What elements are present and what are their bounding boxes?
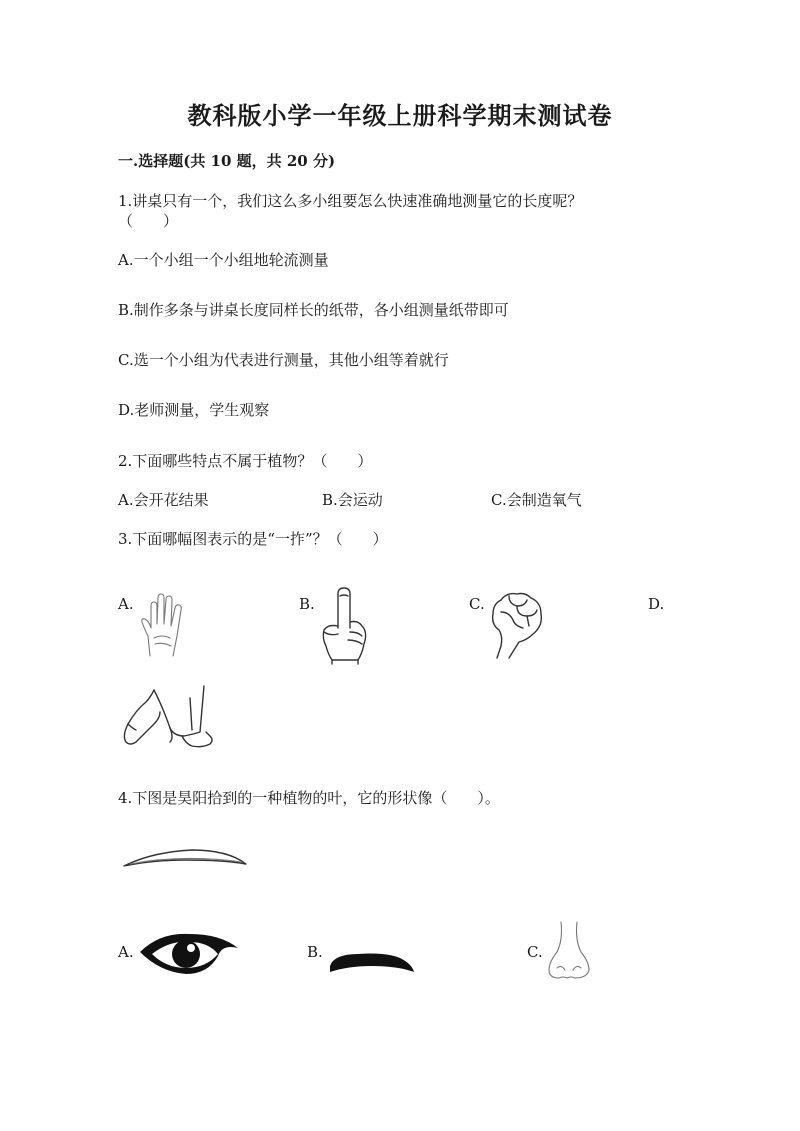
question-1-option-a: A.一个小组一个小组地轮流测量 bbox=[118, 251, 329, 269]
fist-icon bbox=[487, 590, 547, 660]
index-finger-up-icon bbox=[318, 588, 370, 664]
question-3-label-b: B. bbox=[299, 595, 315, 613]
nose-icon bbox=[543, 920, 595, 982]
open-hand-icon bbox=[140, 592, 188, 658]
question-1-paren: （ ） bbox=[118, 212, 179, 230]
question-3-label-d: D. bbox=[648, 595, 665, 613]
question-1-option-b: B.制作多条与讲桌长度同样长的纸带，各小组测量纸带即可 bbox=[118, 301, 509, 319]
section-heading: 一.选择题(共 10 题，共 20 分) bbox=[118, 152, 336, 170]
question-2-option-c: C.会制造氧气 bbox=[491, 491, 582, 509]
question-3-label-c: C. bbox=[469, 595, 485, 613]
span-hand-icon bbox=[120, 684, 216, 750]
question-3-label-a: A. bbox=[118, 595, 134, 613]
page-title: 教科版小学一年级上册科学期末测试卷 bbox=[187, 101, 613, 130]
question-4-label-b: B. bbox=[307, 943, 323, 961]
eye-icon bbox=[138, 930, 242, 978]
question-2-stem: 2.下面哪些特点不属于植物？（ ） bbox=[118, 452, 373, 470]
question-1-stem: 1.讲桌只有一个，我们这么多小组要怎么快速准确地测量它的长度呢？ bbox=[118, 192, 583, 210]
question-2-option-b: B.会运动 bbox=[322, 491, 383, 509]
question-4-label-c: C. bbox=[527, 943, 543, 961]
question-2-option-a: A.会开花结果 bbox=[118, 491, 209, 509]
question-4-stem: 4.下图是昊阳拾到的一种植物的叶，它的形状像（ ）。 bbox=[118, 789, 500, 807]
question-1-option-c: C.选一个小组为代表进行测量，其他小组等着就行 bbox=[118, 351, 449, 369]
question-3-stem: 3.下面哪幅图表示的是“一拃”？（ ） bbox=[118, 530, 388, 548]
leaf-icon bbox=[122, 846, 248, 872]
question-4-label-a: A. bbox=[118, 943, 134, 961]
eyebrow-icon bbox=[328, 950, 416, 976]
question-1-option-d: D.老师测量，学生观察 bbox=[118, 401, 270, 419]
